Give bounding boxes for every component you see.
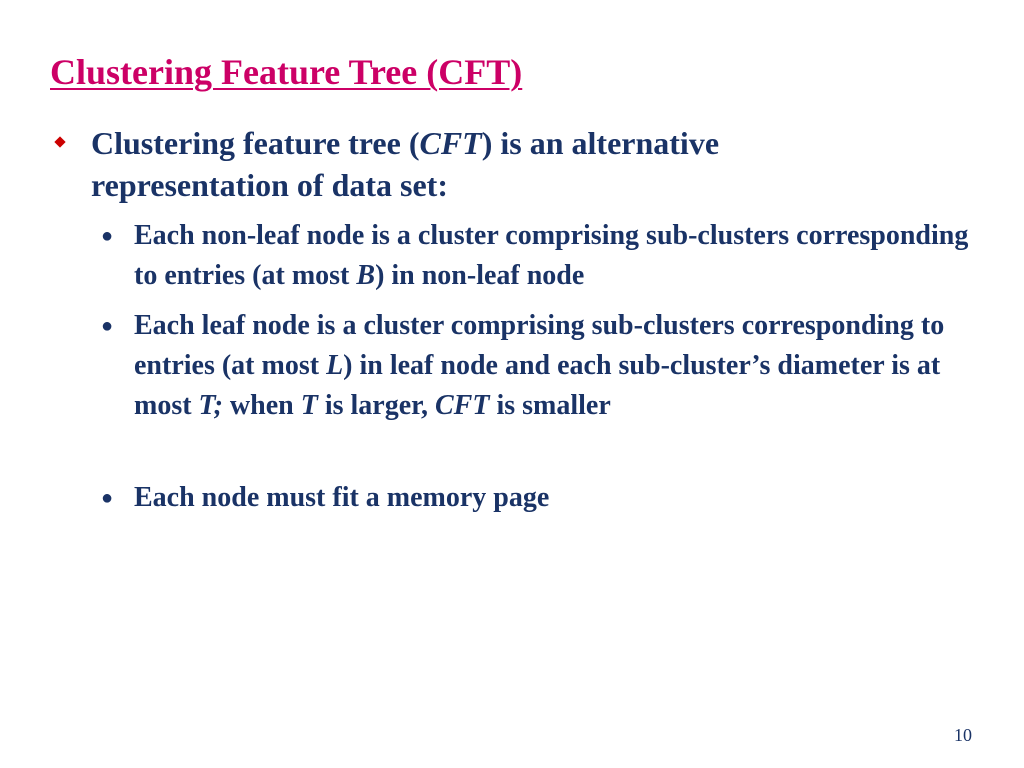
sub-bullet-part: is smaller [489,390,611,421]
sub-bullet-part: ) in non-leaf node [375,260,585,291]
sub-bullet-memory [101,478,981,518]
sub-bullet-text: Each node must fit a memory page [134,482,550,513]
main-bullet-text [91,122,851,206]
sub-bullet-var-t: T [300,390,318,421]
sub-bullet-leaf [101,306,981,426]
main-bullet-part2: ) is an alternative representation of data set: [91,125,720,203]
sub-bullet-part: Each non-leaf node is a cluster comprising sub-clusters corresponding to entries (at most [134,220,969,291]
sub-bullet-var-t: T; [198,390,223,421]
sub-bullet-part: ) in leaf node and each sub-cluster’s diameter is at most [134,350,941,421]
main-bullet-part1: Clustering feature tree ( [91,125,420,161]
sub-bullet-non-leaf [101,216,981,296]
sub-bullet-text [134,306,979,426]
sub-bullet-part: Each leaf node is a cluster comprising sub-clusters corresponding to entries (at most [134,310,945,381]
sub-bullet-part: is larger, [317,390,435,421]
slide-title: Clustering Feature Tree (CFT) [50,52,523,92]
sub-bullet-text [134,216,979,296]
dot-bullet-icon: ● [101,487,114,509]
sub-bullet-part: when [222,390,301,421]
dot-bullet-icon: ● [101,225,114,247]
main-bullet-cft: CFT [419,125,482,161]
sub-bullet-var-l: L [326,350,344,381]
main-bullet [50,122,990,206]
diamond-bullet-icon [54,136,65,147]
dot-bullet-icon: ● [101,315,114,337]
page-number: 10 [954,725,972,745]
sub-bullet-var-b: B [356,260,376,291]
sub-bullet-var-cft: CFT [434,390,490,421]
